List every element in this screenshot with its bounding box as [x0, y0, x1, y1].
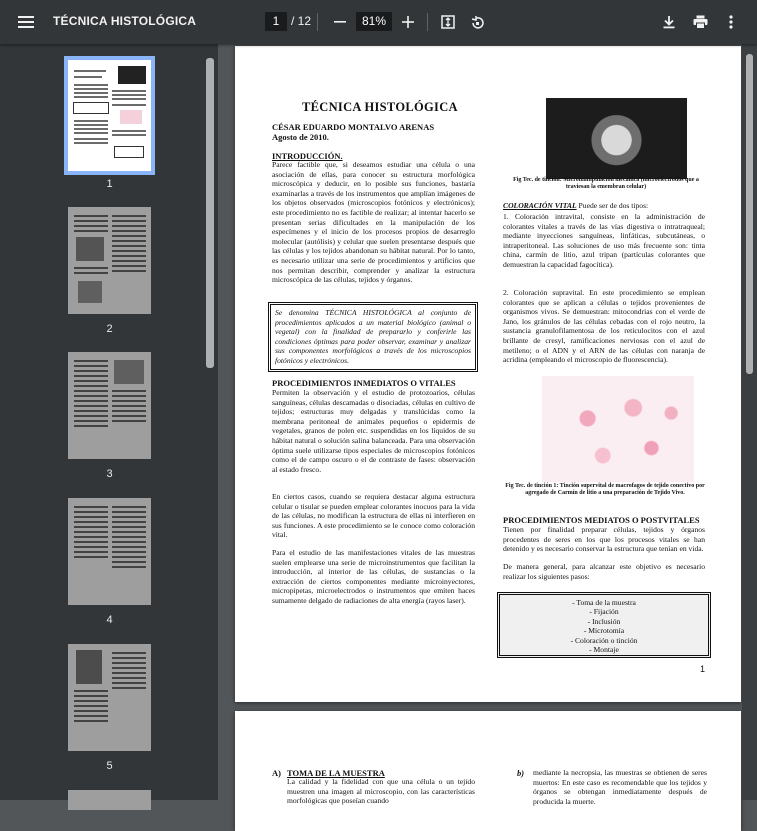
step-item: - Fijación — [589, 607, 619, 617]
thumbnail-page-3[interactable] — [68, 352, 151, 459]
supravital-text: 2. Coloración supravital. En este procedimiento se emplean colorantes que se aplican a células o tejidos provenientes de organismos vivos. Se demuestran: mitocondrias con el verde de Jano, los gránulos de las células cebadas con el rojo neutro, la sustancia granulofilamentosa de los reticulocitos con el azul brillante de cresyl, ramificaciones nerviosas con el azul de metileno; o el ADN y el ARN de las células con naranja de acridina (empleando el microscopio de fluorescencia). — [503, 288, 705, 365]
thumbnail-page-4[interactable] — [68, 498, 151, 605]
micromanipulation-image — [546, 98, 687, 179]
mediate-heading: PROCEDIMIENTOS MEDIATOS O POSTVITALES — [503, 515, 700, 525]
step-item: - Toma de la muestra — [572, 598, 636, 607]
intravital-text: 1. Coloración intravital, consiste en la administración de colorantes vitales a través de las vías digestiva o intratraqueal; mediante inyecciones sanguíneas, linfáticas, subcutáneas, o intraperitoneal. Las soluciones de uso más frecuente son: tinta china, carmín de litio, azul tripan (partículas colorantes que demuestran la capacidad fagocítica). — [503, 212, 705, 269]
step-item: - Inclusión — [587, 616, 621, 626]
item-a-label: A) — [272, 768, 281, 778]
steps-box — [497, 592, 711, 658]
thumbnail-page-6[interactable] — [68, 790, 151, 810]
document-title: TÉCNICA HISTOLÓGICA — [53, 14, 197, 28]
item-a-text: La calidad y la fidelidad con que una célula o un tejido muestren una imagen al microscopio, con las características morfológicas que poseían cuando — [287, 777, 475, 806]
pdf-page-1 — [235, 46, 741, 702]
rotate-icon — [470, 15, 485, 30]
date: Agosto de 2010. — [272, 132, 329, 142]
thumbnail-label: 4 — [106, 614, 113, 626]
download-button[interactable] — [653, 6, 685, 38]
sidebar-scrollbar[interactable] — [203, 44, 218, 800]
item-a-heading: TOMA DE LA MUESTRA — [287, 768, 385, 778]
divider — [427, 13, 428, 31]
thumbnail-label: 5 — [106, 760, 113, 772]
vital-note-text: En ciertos casos, cuando se requiera destacar alguna estructura celular o tisular se pueden emplear colorantes inocuos para la vida de las células, no modifican la estructura de ellas ni interfieren en sus funciones. A este procedimiento se le conoce como coloración vital. — [272, 492, 475, 540]
scrollbar-thumb[interactable] — [746, 54, 753, 374]
zoom-input[interactable]: 81% — [356, 12, 392, 31]
divider — [317, 13, 318, 31]
more-vert-icon — [729, 15, 733, 29]
step-item: - Montaje — [589, 645, 619, 655]
minus-icon — [334, 16, 346, 28]
thumbnail-sidebar[interactable] — [0, 44, 218, 800]
plus-icon — [402, 16, 414, 28]
viewer-scrollbar[interactable] — [742, 44, 757, 800]
zoom-out-button[interactable] — [324, 6, 356, 38]
page-title: TÉCNICA HISTOLÓGICA — [302, 100, 458, 114]
download-icon — [662, 15, 676, 29]
microinstruments-text: Para el estudio de las manifestaciones vitales de las muestras suelen emplearse una serie de microinstrumentos que facilitan la introducción, al interior de las células, de sustancias o la extracción de ciertos componentes mediante microinyectores, micropipetas, microelectrodos o instrumentos que emiten haces sumamente delgado de radiaciones de alta energía (rayos laser). — [272, 548, 475, 605]
zoom-in-button[interactable] — [392, 6, 424, 38]
immediate-heading: PROCEDIMIENTOS INMEDIATOS O VITALES — [272, 378, 456, 388]
author — [272, 122, 434, 142]
macrophages-image — [542, 376, 694, 482]
mediate-text-2: De manera general, para alcanzar este objetivo es necesario realizar los siguientes pasos: — [503, 562, 705, 581]
page-total: / 12 — [291, 14, 312, 28]
print-button[interactable] — [684, 6, 716, 38]
document-viewer[interactable] — [218, 44, 757, 806]
item-b-label: b) — [517, 768, 525, 778]
definition-box: Se denomina TÉCNICA HISTOLÓGICA al conjunto de procedimientos aplicados a un material biológico (animal o vegetal) con la finalidad de prepararlo y conferirle las condiciones óptimas para poder observar, examinar y analizar sus componentes morfológicos a través de los microscopios fotónicos y electrónicos. — [268, 302, 478, 372]
step-item: - Coloración o tinción — [570, 635, 638, 645]
print-icon — [693, 15, 708, 29]
more-options-button[interactable] — [715, 6, 747, 38]
step-item: - Microtomía — [583, 626, 625, 636]
menu-icon — [18, 15, 34, 29]
thumbnail-page-2[interactable] — [68, 207, 151, 314]
figure-caption-1: Fig Tec. de tinción: Micromanipulación mecanica (microelectrodos que a traviesan la emembran celular) — [513, 177, 699, 191]
intro-heading: INTRODUCCIÓN. — [272, 151, 343, 161]
mediate-text: Tienen por finalidad preparar células, tejidos y órganos procedentes de seres en los que los procesos vitales se han detenido y es necesario conservar la estructura que tenían en vida. — [503, 525, 705, 554]
rotate-button[interactable] — [461, 6, 493, 38]
vital-heading-line — [503, 201, 648, 210]
pdf-page-2 — [235, 711, 741, 831]
thumbnail-page-5[interactable] — [68, 644, 151, 751]
pdf-toolbar — [0, 0, 757, 44]
vital-heading: COLORACIÓN VITAL — [503, 201, 577, 210]
intro-text: Parece factible que, si deseamos estudiar una célula o una asociación de ellas, para conocer su estructura morfológica microscópica y deducir, en lo posible sus funciones, bastaría examinarlas a través de los instrumentos que amplían imágenes de los objetos observados (microscopios fotónicos y electrónicos); este procedimiento no es factible de realizar; al intentar hacerlo se presentan serias dificultades en la manipulación de los especímenes y el inicio de los procesos propios de desarreglo molecular (autólisis) y celular que suelen presentarse después que las células y los tejidos abandonan su hábitat natural. Por lo tanto, es necesario utilizar una serie de procedimientos y artificios que nos permitan describir, comprender y analizar la estructura microscópica de las células, tejidos y órganos. — [272, 160, 475, 285]
fit-page-icon — [441, 15, 455, 29]
thumbnail-label: 3 — [106, 468, 113, 480]
page-number-input[interactable]: 1 — [265, 12, 287, 31]
thumbnail-label: 2 — [106, 323, 113, 335]
figure-caption-2: Fig Tec. de tinción 1: Tinción supervital de macrofagos de tejido conectivo por agregado de Carmín de litio a una preparación de Tejido Vivo. — [505, 483, 705, 497]
thumbnail-page-1[interactable] — [68, 60, 151, 171]
vital-intro: Puede ser de dos tipos: — [578, 201, 649, 210]
item-b-text: mediante la necropsia, las muestras se obtienen de seres muertos: En este caso es recomendable que los tejidos y órganos se obtengan inmediatamente después de producida la muerte. — [533, 768, 707, 806]
page-number: 1 — [700, 664, 706, 674]
author-name: CÉSAR EDUARDO MONTALVO ARENAS — [272, 122, 435, 132]
thumbnail-label: 1 — [106, 178, 113, 190]
menu-button[interactable] — [10, 6, 42, 38]
immediate-text: Permiten la observación y el estudio de protozoarios, células sanguíneas, células descamadas o disociadas, células en cultivo de tejidos; estructuras muy delgadas y translúcidas como la membrana peritoneal de animales pequeños o epidermis de vegetales, granos de polen etc. suspendidas en los líquidos de su hábitat natural o solución salina balanceada. Para una observación óptima suele utilizarse tipos especiales de microscopios fotónicos como el de campo oscuro o el de contraste de fases: observación al estado fresco. — [272, 388, 475, 474]
fit-page-button[interactable] — [432, 6, 464, 38]
